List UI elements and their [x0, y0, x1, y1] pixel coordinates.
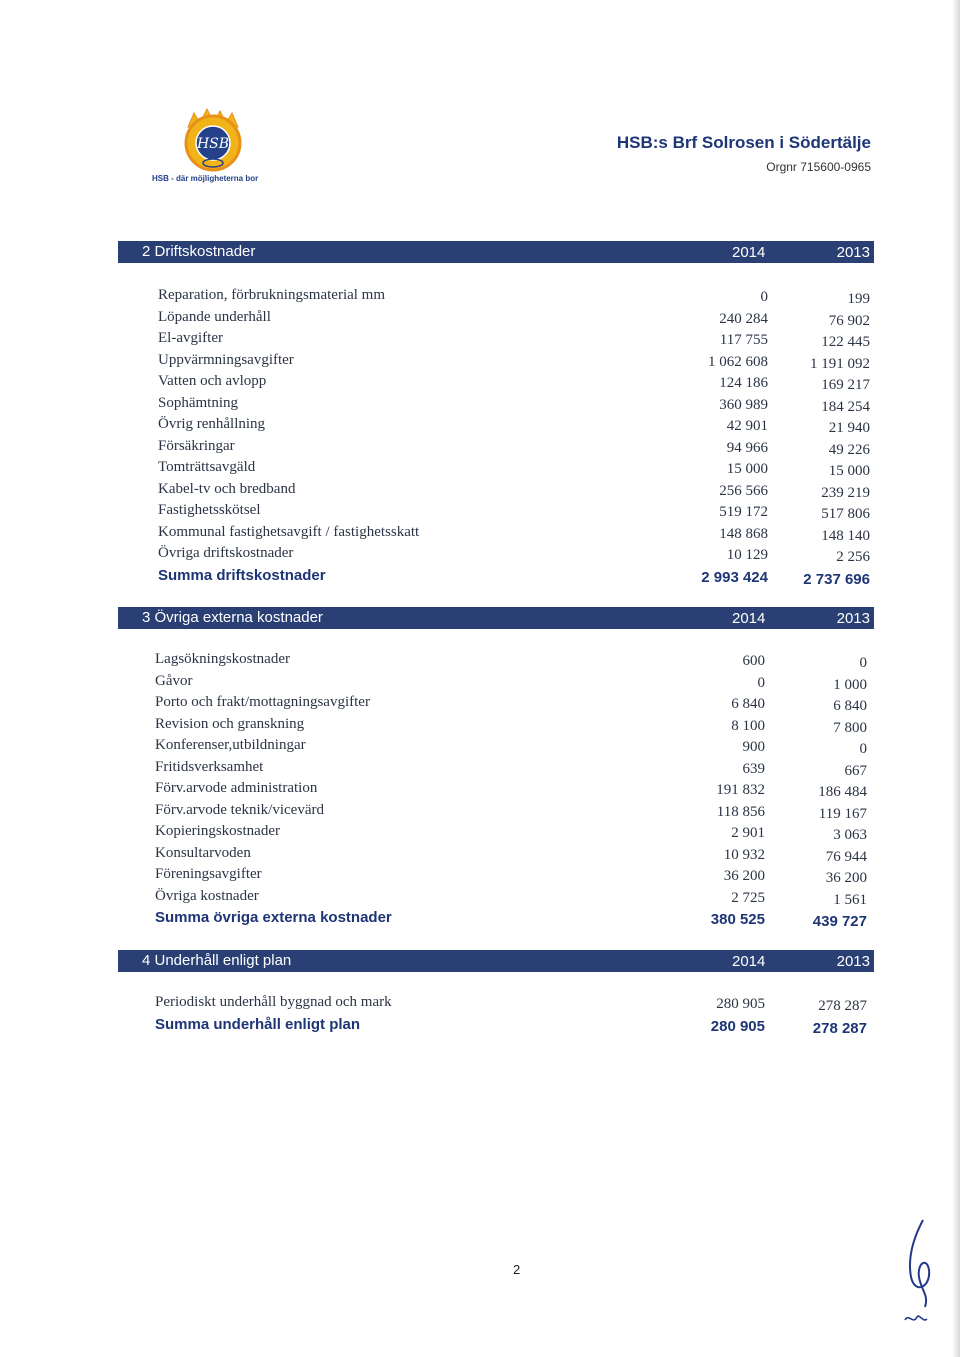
- table-row: [115, 866, 871, 888]
- row-label: Förv.arvode administration: [155, 780, 318, 796]
- value-2013: 1 561: [833, 891, 867, 908]
- value-2014: 639: [742, 760, 765, 777]
- value-2014: 117 755: [719, 332, 768, 348]
- table-rows: [118, 287, 874, 588]
- table-row: [118, 309, 874, 331]
- section-title: 2 Driftskostnader: [142, 243, 256, 260]
- row-label: Porto och frakt/mottagningsavgifter: [155, 694, 370, 710]
- value-2014: 1 062 608: [708, 353, 768, 370]
- table-row: [118, 502, 874, 524]
- column-header-2013: 2013: [836, 244, 870, 261]
- section-header: [118, 607, 874, 629]
- table-row: [115, 780, 871, 802]
- column-header-2014: 2014: [732, 953, 766, 970]
- table-row: [118, 373, 874, 395]
- table-row: [118, 459, 874, 481]
- value-2014: 118 856: [716, 803, 765, 820]
- total-row: [118, 567, 874, 589]
- row-label: Kommunal fastighetsavgift / fastighetsskatt: [158, 523, 420, 540]
- row-label: Reparation, förbrukningsmaterial mm: [158, 287, 386, 303]
- value-2014: 94 966: [726, 439, 768, 456]
- value-2013: 517 806: [821, 506, 870, 522]
- section-header: [118, 241, 874, 263]
- total-2014: 280 905: [710, 1017, 765, 1035]
- org-number: Orgnr 715600-0965: [766, 160, 871, 174]
- row-label: El-avgifter: [158, 330, 223, 346]
- value-2013: 0: [859, 655, 867, 671]
- value-2014: 10 932: [723, 846, 765, 863]
- value-2013: 0: [859, 741, 867, 757]
- total-2014: 2 993 424: [701, 568, 768, 586]
- row-label: Vatten och avlopp: [158, 373, 267, 389]
- value-2013: 278 287: [818, 998, 867, 1014]
- value-2013: 3 063: [833, 827, 867, 843]
- column-header-2014: 2014: [732, 244, 766, 261]
- column-header-2013: 2013: [836, 953, 870, 970]
- table-row: [115, 823, 871, 845]
- table-row: [115, 759, 871, 781]
- row-label: Sophämtning: [158, 394, 239, 411]
- value-2013: 49 226: [828, 441, 870, 458]
- table-row: [118, 416, 874, 438]
- value-2014: 519 172: [719, 504, 768, 520]
- column-header-2014: 2014: [732, 610, 766, 627]
- value-2014: 15 000: [726, 461, 768, 477]
- value-2014: 191 832: [716, 782, 765, 798]
- value-2014: 0: [757, 674, 765, 691]
- section-underhall-enligt-plan: [118, 950, 874, 1037]
- total-label: Summa övriga externa kostnader: [155, 909, 392, 926]
- table-row: [115, 845, 871, 867]
- row-label: Revision och granskning: [155, 715, 305, 732]
- table-row: [115, 651, 871, 673]
- row-label: Konferenser,utbildningar: [155, 737, 306, 753]
- value-2013: 1 191 092: [810, 355, 870, 372]
- value-2014: 360 989: [719, 396, 768, 413]
- value-2013: 184 254: [821, 398, 870, 415]
- value-2014: 256 566: [719, 482, 768, 499]
- value-2014: 600: [742, 653, 765, 669]
- value-2014: 8 100: [731, 717, 765, 734]
- table-row: [118, 481, 874, 503]
- value-2014: 148 868: [719, 525, 768, 542]
- page-number: 2: [513, 1262, 521, 1277]
- logo-tagline: HSB - där möjligheterna bor: [152, 174, 259, 183]
- value-2014: 42 901: [726, 418, 768, 434]
- value-2013: 15 000: [828, 463, 870, 479]
- value-2013: 122 445: [821, 334, 870, 350]
- value-2013: 667: [844, 762, 867, 779]
- table-row: [115, 994, 871, 1016]
- row-label: Konsultarvoden: [155, 844, 251, 861]
- value-2013: 36 200: [825, 870, 867, 886]
- value-2013: 148 140: [821, 527, 870, 544]
- table-row: [115, 737, 871, 759]
- total-2014: 380 525: [710, 911, 765, 928]
- value-2014: 36 200: [723, 868, 765, 884]
- total-2013: 278 287: [812, 1019, 867, 1037]
- table-row: [118, 524, 874, 546]
- row-label: Uppvärmningsavgifter: [158, 351, 294, 368]
- table-row: [115, 802, 871, 824]
- row-label: Tomträttsavgäld: [158, 459, 256, 475]
- value-2014: 2 901: [731, 825, 765, 841]
- value-2013: 21 940: [828, 420, 870, 436]
- row-label: Förv.arvode teknik/vicevärd: [155, 801, 324, 818]
- value-2014: 2 725: [731, 889, 765, 906]
- table-row: [118, 330, 874, 352]
- value-2014: 900: [742, 739, 765, 755]
- value-2013: 6 840: [833, 698, 867, 714]
- value-2013: 76 944: [825, 848, 867, 865]
- table-row: [115, 888, 871, 910]
- total-2013: 439 727: [812, 913, 867, 930]
- table-row: [118, 438, 874, 460]
- row-label: Kopieringskostnader: [155, 823, 280, 839]
- value-2013: 239 219: [821, 484, 870, 501]
- total-row: [115, 1016, 871, 1038]
- org-name: HSB:s Brf Solrosen i Södertälje: [616, 133, 871, 152]
- value-2013: 76 902: [828, 312, 870, 329]
- page-edge: [952, 0, 960, 1357]
- table-row: [115, 694, 871, 716]
- total-label: Summa underhåll enligt plan: [155, 1015, 361, 1033]
- row-label: Lagsökningskostnader: [155, 651, 290, 667]
- table-rows: [115, 651, 871, 931]
- value-2014: 10 129: [726, 547, 768, 563]
- row-label: Gåvor: [155, 672, 193, 689]
- value-2014: 280 905: [716, 996, 765, 1012]
- value-2013: 7 800: [833, 719, 867, 736]
- row-label: Övriga kostnader: [155, 887, 259, 904]
- section-driftskostnader: [118, 241, 874, 588]
- total-row: [115, 909, 871, 931]
- value-2013: 169 217: [821, 377, 870, 393]
- table-rows: [115, 994, 871, 1037]
- logo-mark-text: HSB: [196, 136, 230, 152]
- value-2013: 199: [847, 291, 870, 307]
- value-2013: 1 000: [833, 676, 867, 693]
- table-row: [118, 287, 874, 309]
- section-title: 4 Underhåll enligt plan: [142, 952, 292, 969]
- section-ovriga-externa-kostnader: [118, 607, 874, 931]
- value-2013: 2 256: [836, 549, 870, 565]
- value-2013: 119 167: [818, 805, 867, 822]
- column-header-2013: 2013: [836, 610, 870, 627]
- total-label: Summa driftskostnader: [158, 566, 326, 584]
- row-label: Övrig renhållning: [158, 416, 266, 432]
- value-2013: 186 484: [818, 784, 867, 800]
- row-label: Föreningsavgifter: [155, 866, 262, 882]
- row-label: Övriga driftskostnader: [158, 545, 294, 561]
- table-row: [118, 395, 874, 417]
- row-label: Försäkringar: [158, 437, 235, 454]
- table-row: [115, 716, 871, 738]
- row-label: Löpande underhåll: [158, 308, 271, 325]
- value-2014: 0: [760, 289, 768, 305]
- row-label: Fastighetsskötsel: [158, 502, 261, 518]
- table-row: [118, 352, 874, 374]
- handwritten-initials: [895, 1215, 945, 1335]
- table-row: [115, 673, 871, 695]
- table-row: [118, 545, 874, 567]
- total-2013: 2 737 696: [803, 570, 870, 588]
- value-2014: 240 284: [719, 310, 768, 327]
- row-label: Periodiskt underhåll byggnad och mark: [155, 994, 392, 1010]
- value-2014: 6 840: [731, 696, 765, 712]
- row-label: Fritidsverksamhet: [155, 758, 264, 775]
- section-title: 3 Övriga externa kostnader: [142, 609, 323, 626]
- row-label: Kabel-tv och bredband: [158, 480, 296, 497]
- section-header: [118, 950, 874, 972]
- value-2014: 124 186: [719, 375, 768, 391]
